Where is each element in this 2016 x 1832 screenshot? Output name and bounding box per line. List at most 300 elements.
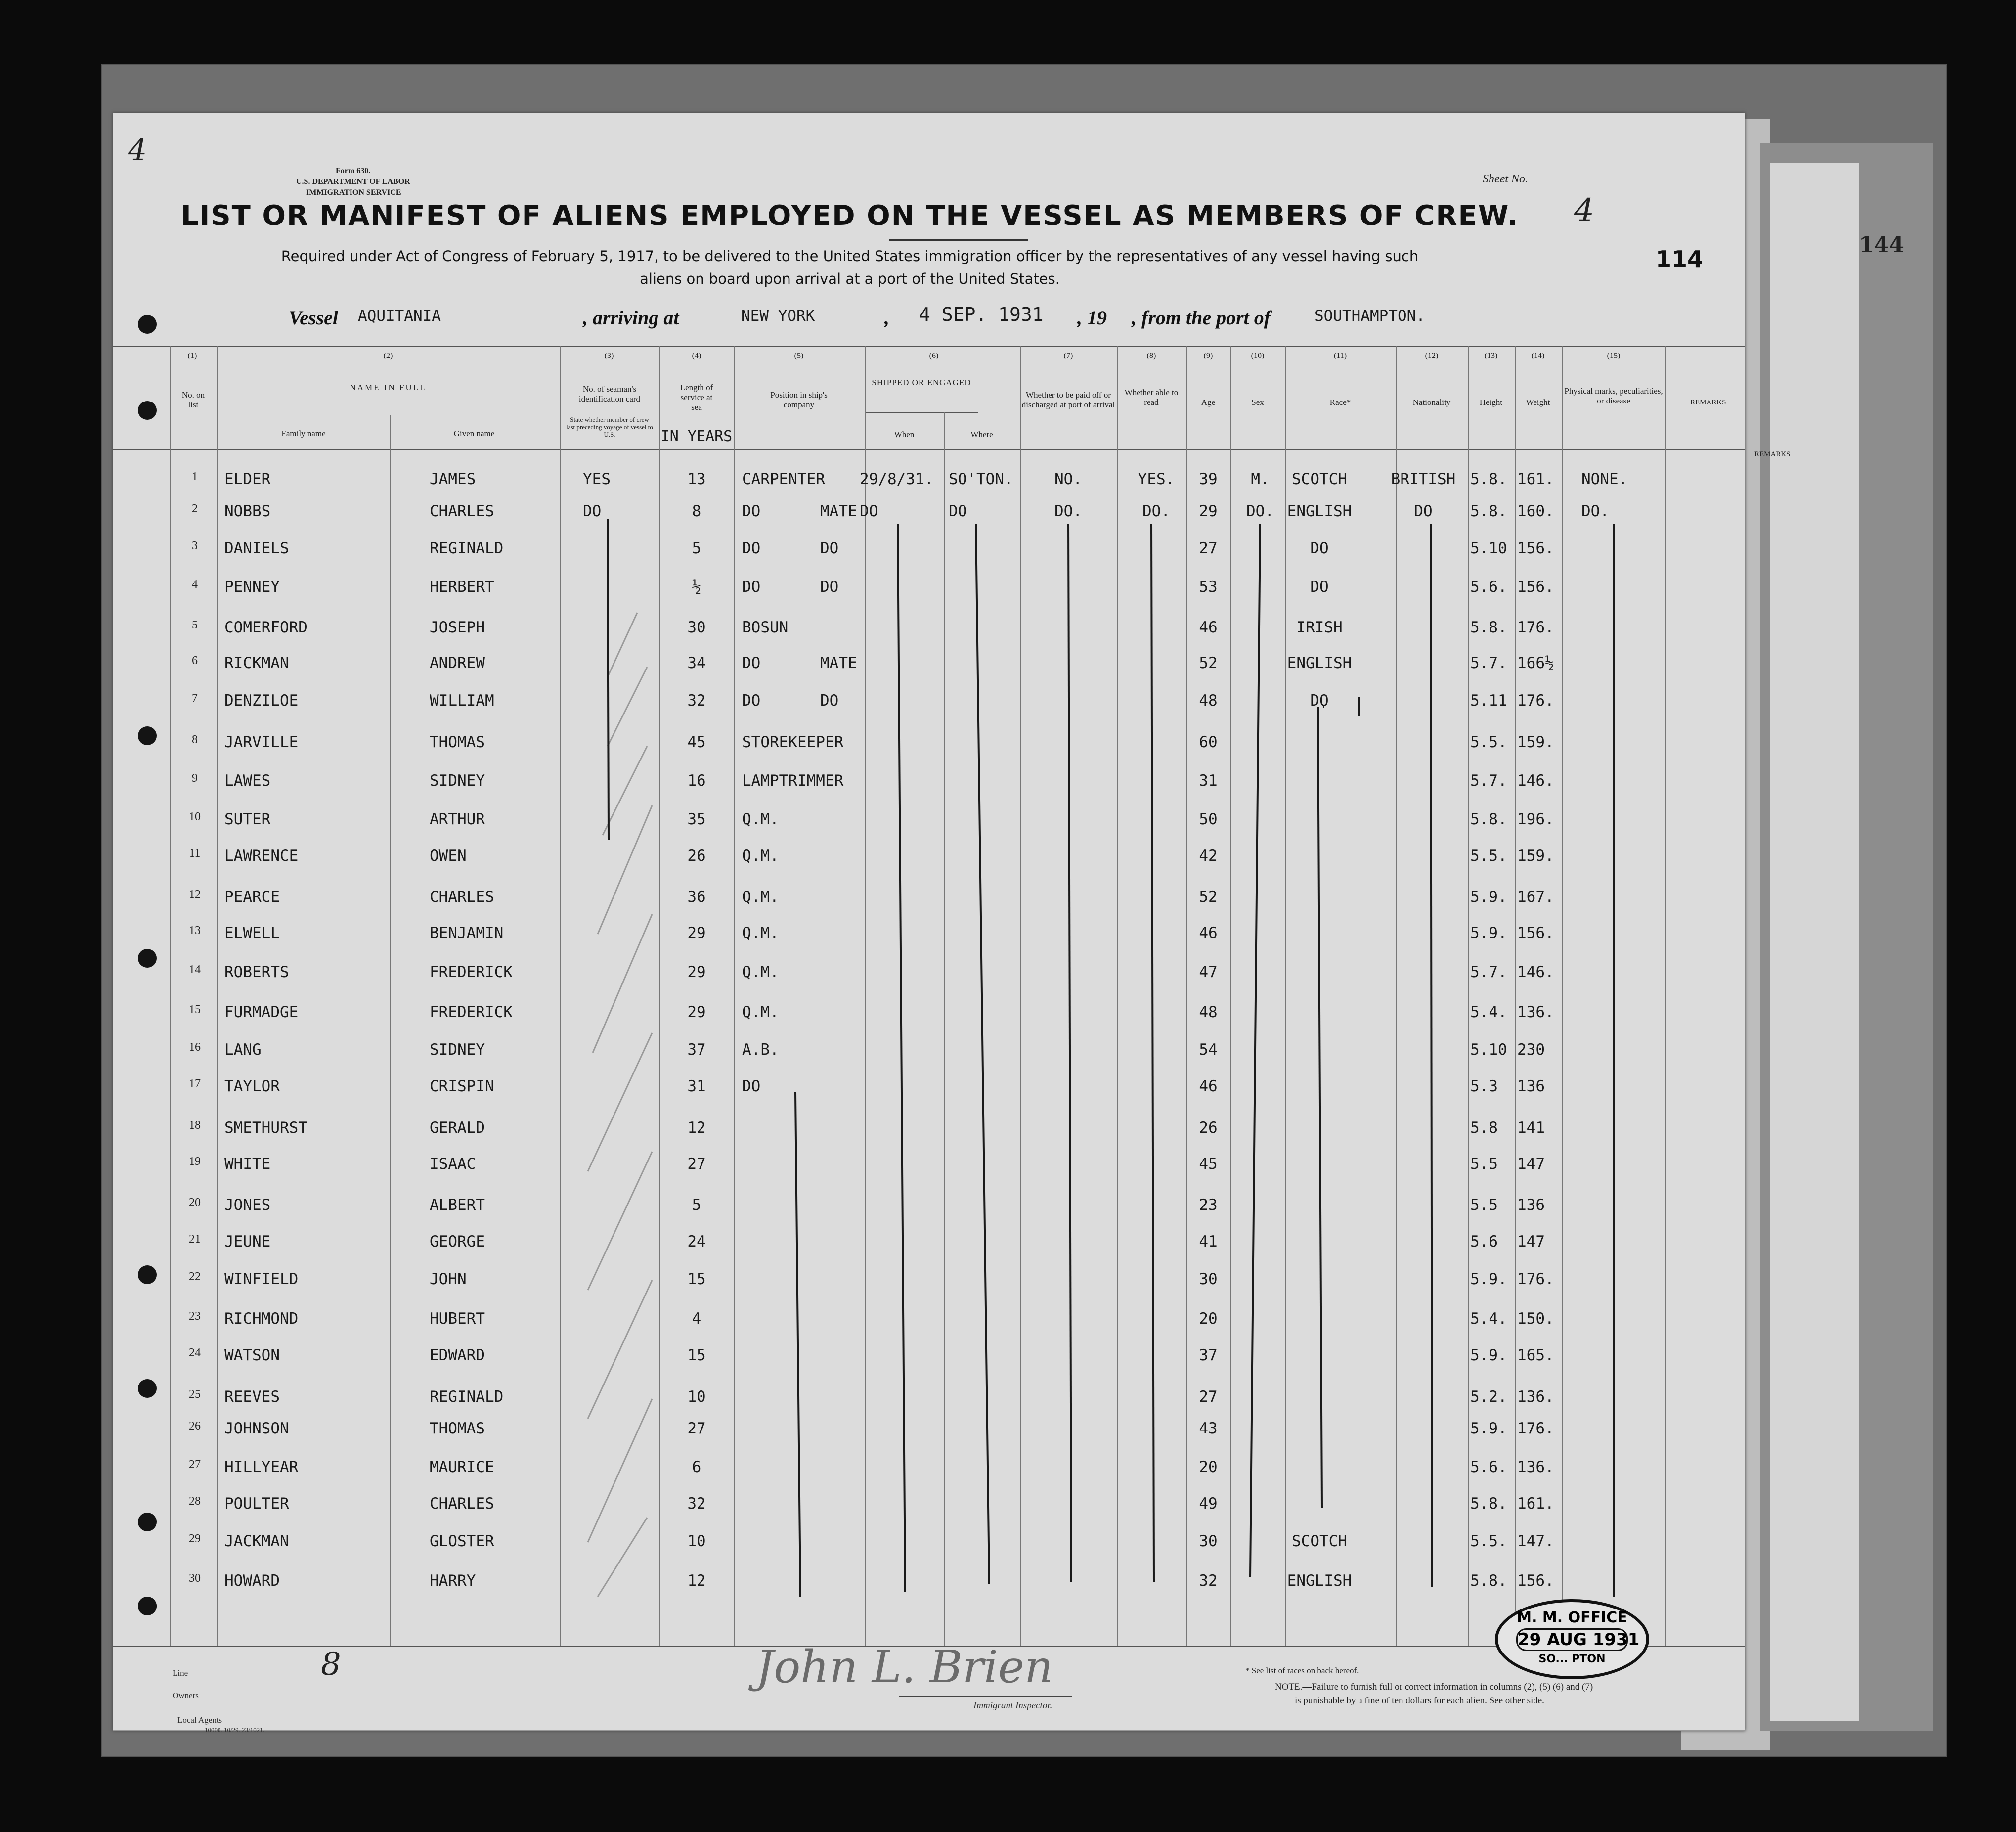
years-at-sea: 45 [687, 733, 706, 751]
col-header-where: Where [970, 430, 993, 439]
position: DO [742, 578, 761, 596]
col-num: (4) [692, 352, 701, 360]
previous-voyage: YES [583, 470, 611, 488]
weight: 176. [1517, 692, 1554, 710]
given-name: CHARLES [430, 888, 494, 906]
col-header-height: Height [1479, 398, 1503, 407]
col-header-length: Length of service at sea [680, 383, 713, 412]
age: 54 [1199, 1041, 1218, 1059]
family-name: ROBERTS [224, 963, 289, 981]
position: DO [742, 654, 761, 672]
col-header-read: Whether able to read [1124, 388, 1179, 407]
race: ENGLISH [1287, 1572, 1352, 1590]
col-num: (12) [1425, 352, 1439, 360]
height: 5.8 [1470, 1119, 1498, 1137]
given-name: GERALD [430, 1119, 485, 1137]
age: 32 [1199, 1572, 1218, 1590]
age: 27 [1199, 1388, 1218, 1406]
weight: 230 [1517, 1041, 1545, 1059]
col-num: (5) [794, 352, 804, 360]
position: STOREKEEPER [742, 733, 844, 751]
col-header-remarks-overlap: REMARKS [1754, 450, 1791, 458]
row-number: 29 [189, 1532, 201, 1545]
col-num: (15) [1607, 352, 1621, 360]
given-name: FREDERICK [430, 963, 513, 981]
age: 26 [1199, 1119, 1218, 1137]
position: Q.M. [742, 1003, 779, 1021]
col-header-weight: Weight [1526, 398, 1550, 407]
weight: 156. [1517, 539, 1554, 557]
shipped-where: DO [949, 502, 967, 520]
inspector-signature: John L. Brien [756, 1641, 1053, 1693]
col-num: (1) [187, 352, 197, 360]
weight: 160. [1517, 502, 1554, 520]
row-number: 23 [189, 1310, 201, 1323]
race: ENGLISH [1287, 502, 1352, 520]
col-header-name: NAME IN FULL [350, 383, 427, 392]
page-title: LIST OR MANIFEST OF ALIENS EMPLOYED ON THE VESSEL AS MEMBERS OF CREW. [180, 200, 1519, 232]
age: 42 [1199, 847, 1218, 865]
sex: M. [1251, 470, 1270, 488]
given-name: SIDNEY [430, 772, 485, 790]
row-number: 30 [189, 1572, 201, 1585]
age: 50 [1199, 810, 1218, 828]
col-num: (8) [1146, 352, 1156, 360]
weight: 167. [1517, 888, 1554, 906]
col-header-age: Age [1201, 398, 1216, 407]
weight: 136. [1517, 1003, 1554, 1021]
weight: 147 [1517, 1233, 1545, 1251]
family-name: LANG [224, 1041, 262, 1059]
family-name: NOBBS [224, 502, 271, 520]
given-name: THOMAS [430, 733, 485, 751]
family-name: SUTER [224, 810, 271, 828]
years-at-sea: 29 [687, 924, 706, 942]
height: 5.9. [1470, 924, 1507, 942]
col-header-paid-off: Whether to be paid off or discharged at port of arrival [1021, 390, 1115, 409]
family-name: PEARCE [224, 888, 280, 906]
years-at-sea: 15 [687, 1270, 706, 1288]
years-at-sea: ½ [692, 578, 701, 596]
given-name: OWEN [430, 847, 467, 865]
paid-off: NO. [1054, 470, 1082, 488]
height: 5.8. [1470, 470, 1507, 488]
given-name: REGINALD [430, 539, 504, 557]
vessel-name: AQUITANIA [358, 307, 441, 325]
weight: 147. [1517, 1532, 1554, 1550]
family-name: JARVILLE [224, 733, 299, 751]
col-num: (2) [383, 352, 393, 360]
annotation-strokes [113, 113, 1745, 1730]
family-name: POULTER [224, 1495, 289, 1513]
age: 20 [1199, 1310, 1218, 1328]
position-2: MATE [820, 502, 857, 520]
row-number: 4 [192, 578, 198, 591]
age: 49 [1199, 1495, 1218, 1513]
given-name: ANDREW [430, 654, 485, 672]
age: 46 [1199, 619, 1218, 636]
row-number: 15 [189, 1003, 201, 1016]
years-at-sea: 6 [692, 1458, 701, 1476]
height: 5.8. [1470, 1495, 1507, 1513]
given-name: HERBERT [430, 578, 494, 596]
col-num: (7) [1063, 352, 1073, 360]
weight: 136 [1517, 1196, 1545, 1214]
row-number: 22 [189, 1270, 201, 1283]
row-number: 20 [189, 1196, 201, 1209]
years-at-sea: 15 [687, 1346, 706, 1364]
age: 41 [1199, 1233, 1218, 1251]
years-at-sea: 12 [687, 1572, 706, 1590]
subtitle-line1: Required under Act of Congress of February 5, 1917, to be delivered to the United States immigration officer by the representatives of any vessel having such [281, 248, 1419, 265]
row-number: 25 [189, 1388, 201, 1401]
col-num: (3) [604, 352, 614, 360]
sheet-no-label: Sheet No. [1483, 173, 1528, 185]
row-number: 24 [189, 1346, 201, 1359]
position: Q.M. [742, 888, 779, 906]
paid-off: DO. [1054, 502, 1082, 520]
years-at-sea: 34 [687, 654, 706, 672]
years-at-sea: 10 [687, 1388, 706, 1406]
years-at-sea: 4 [692, 1310, 701, 1328]
years-at-sea: 24 [687, 1233, 706, 1251]
row-number: 12 [189, 888, 201, 901]
col-num: (13) [1484, 352, 1498, 360]
row-number: 9 [192, 772, 198, 785]
given-name: ARTHUR [430, 810, 485, 828]
col-num: (14) [1531, 352, 1545, 360]
signature-rule [899, 1696, 1072, 1697]
height: 5.3 [1470, 1077, 1498, 1095]
manifest-page [113, 113, 1791, 1734]
col-header-no: No. on list [181, 390, 205, 409]
row-number: 5 [192, 619, 198, 631]
height: 5.4. [1470, 1003, 1507, 1021]
family-name: TAYLOR [224, 1077, 280, 1095]
weight: 146. [1517, 963, 1554, 981]
row-number: 19 [189, 1155, 201, 1168]
height: 5.7. [1470, 963, 1507, 981]
stamp-date: 29 AUG 1931 [1516, 1628, 1628, 1651]
position-2: DO [820, 578, 839, 596]
page-mark: 4 [128, 133, 147, 168]
col-header-sex: Sex [1251, 398, 1264, 407]
weight: 161. [1517, 1495, 1554, 1513]
department-label: U.S. DEPARTMENT OF LABOR [296, 178, 410, 186]
age: 60 [1199, 733, 1218, 751]
col-header-seaman-card: No. of seaman's identification card [578, 384, 641, 403]
col-header-previous-voyage: State whether member of crew last preceding voyage of vessel to U.S. [566, 416, 653, 438]
height: 5.8. [1470, 810, 1507, 828]
given-name: CHARLES [430, 1495, 494, 1513]
family-name: PENNEY [224, 578, 280, 596]
col-header-physical: Physical marks, peculiarities, or disease [1564, 386, 1663, 405]
family-name: HOWARD [224, 1572, 280, 1590]
weight: 150. [1517, 1310, 1554, 1328]
from-port: SOUTHAMPTON. [1315, 307, 1425, 325]
year-label: , 19 [1077, 307, 1107, 329]
years-at-sea: 36 [687, 888, 706, 906]
age: 23 [1199, 1196, 1218, 1214]
physical-marks: DO. [1581, 502, 1609, 520]
height: 5.10 [1470, 539, 1507, 557]
arriving-label: , arriving at [583, 307, 679, 329]
family-name: WHITE [224, 1155, 271, 1173]
able-to-read: DO. [1142, 502, 1170, 520]
height: 5.2. [1470, 1388, 1507, 1406]
years-at-sea: 16 [687, 772, 706, 790]
age: 30 [1199, 1270, 1218, 1288]
print-code: 10000. 10/29. 23/1021. [205, 1726, 264, 1734]
family-name: WATSON [224, 1346, 280, 1364]
row-number: 26 [189, 1420, 201, 1432]
weight: 159. [1517, 847, 1554, 865]
race: DO [1310, 539, 1329, 557]
given-name: FREDERICK [430, 1003, 513, 1021]
position: Q.M. [742, 810, 779, 828]
weight: 159. [1517, 733, 1554, 751]
years-at-sea: 29 [687, 963, 706, 981]
age: 48 [1199, 692, 1218, 710]
row-number: 18 [189, 1119, 201, 1132]
able-to-read: YES. [1138, 470, 1175, 488]
family-name: JONES [224, 1196, 271, 1214]
family-name: SMETHURST [224, 1119, 307, 1137]
age: 29 [1199, 502, 1218, 520]
family-name: FURMADGE [224, 1003, 299, 1021]
row-number: 13 [189, 924, 201, 937]
col-header-remarks: REMARKS [1690, 399, 1726, 406]
family-name: HILLYEAR [224, 1458, 299, 1476]
col-header-race: Race* [1329, 398, 1351, 407]
row-number: 6 [192, 654, 198, 667]
height: 5.5 [1470, 1155, 1498, 1173]
years-at-sea: 12 [687, 1119, 706, 1137]
height: 5.6. [1470, 1458, 1507, 1476]
sex: DO. [1246, 502, 1274, 520]
years-at-sea: 32 [687, 1495, 706, 1513]
position-2: MATE [820, 654, 857, 672]
years-at-sea: 26 [687, 847, 706, 865]
given-name: JOSEPH [430, 619, 485, 636]
col-header-nationality: Nationality [1412, 398, 1451, 407]
footer-owners-label: Owners [173, 1691, 199, 1700]
height: 5.6. [1470, 578, 1507, 596]
height: 5.7. [1470, 772, 1507, 790]
race: DO [1310, 578, 1329, 596]
row-number: 7 [192, 692, 198, 705]
given-name: EDWARD [430, 1346, 485, 1364]
physical-marks: NONE. [1581, 470, 1628, 488]
shipped-when: 29/8/31. [860, 470, 934, 488]
age: 45 [1199, 1155, 1218, 1173]
years-at-sea: 31 [687, 1077, 706, 1095]
service-label: IMMIGRATION SERVICE [306, 188, 401, 197]
footer-agents-label: Local Agents [177, 1715, 222, 1725]
previous-voyage: DO [583, 502, 602, 520]
height: 5.5. [1470, 1532, 1507, 1550]
back-sheet [1770, 163, 1859, 1721]
position: LAMPTRIMMER [742, 772, 844, 790]
years-at-sea: 30 [687, 619, 706, 636]
age: 27 [1199, 539, 1218, 557]
given-name: CRISPIN [430, 1077, 494, 1095]
penalty-note-1: NOTE.—Failure to furnish full or correct information in columns (2), (5) (6) and (7) [1275, 1682, 1593, 1692]
position: DO [742, 502, 761, 520]
row-number: 8 [192, 733, 198, 746]
form-number: Form 630. [336, 167, 371, 175]
col-num: (11) [1333, 352, 1347, 360]
title-mark: 4 [1574, 192, 1594, 229]
height: 5.10 [1470, 1041, 1507, 1059]
footer-line-label: Line [173, 1668, 188, 1678]
years-at-sea: 10 [687, 1532, 706, 1550]
race: ENGLISH [1287, 654, 1352, 672]
given-name: THOMAS [430, 1420, 485, 1437]
weight: 156. [1517, 924, 1554, 942]
given-name: WILLIAM [430, 692, 494, 710]
years-at-sea: 37 [687, 1041, 706, 1059]
position: Q.M. [742, 924, 779, 942]
position: CARPENTER [742, 470, 825, 488]
stamp-port: SO... PTON [1538, 1653, 1606, 1665]
height: 5.8. [1470, 502, 1507, 520]
given-name: GEORGE [430, 1233, 485, 1251]
position: DO [742, 692, 761, 710]
given-name: MAURICE [430, 1458, 494, 1476]
shipped-when: DO [860, 502, 878, 520]
years-at-sea: 29 [687, 1003, 706, 1021]
races-note: * See list of races on back hereof. [1245, 1666, 1359, 1675]
age: 47 [1199, 963, 1218, 981]
penalty-note-2: is punishable by a fine of ten dollars for each alien. See other side. [1295, 1696, 1544, 1706]
inspector-label: Immigrant Inspector. [973, 1700, 1052, 1711]
age: 53 [1199, 578, 1218, 596]
family-name: LAWRENCE [224, 847, 299, 865]
given-name: CHARLES [430, 502, 494, 520]
from-port-label: , from the port of [1132, 307, 1271, 329]
weight: 141 [1517, 1119, 1545, 1137]
years-at-sea: 5 [692, 1196, 701, 1214]
position: DO [742, 1077, 761, 1095]
position: DO [742, 539, 761, 557]
row-number: 10 [189, 810, 201, 823]
position-2: DO [820, 692, 839, 710]
col-header-family: Family name [281, 429, 326, 438]
given-name: HARRY [430, 1572, 476, 1590]
height: 5.6 [1470, 1233, 1498, 1251]
footer-mark: 8 [321, 1646, 341, 1683]
outer-sheet-number: 144 [1859, 232, 1904, 258]
years-at-sea: 32 [687, 692, 706, 710]
family-name: JEUNE [224, 1233, 271, 1251]
sheet-number: 114 [1656, 246, 1704, 272]
given-name: ALBERT [430, 1196, 485, 1214]
family-name: RICKMAN [224, 654, 289, 672]
position-2: DO [820, 539, 839, 557]
row-number: 2 [192, 502, 198, 515]
comma: , [884, 307, 889, 329]
family-name: DANIELS [224, 539, 289, 557]
row-number: 3 [192, 539, 198, 552]
age: 46 [1199, 924, 1218, 942]
position: A.B. [742, 1041, 779, 1059]
office-stamp [1495, 1599, 1649, 1679]
family-name: JACKMAN [224, 1532, 289, 1550]
col-header-when: When [894, 430, 915, 439]
height: 5.8. [1470, 1572, 1507, 1590]
height: 5.7. [1470, 654, 1507, 672]
nationality: BRITISH [1391, 470, 1456, 488]
height: 5.11 [1470, 692, 1507, 710]
age: 39 [1199, 470, 1218, 488]
weight: 156. [1517, 1572, 1554, 1590]
weight: 147 [1517, 1155, 1545, 1173]
col-num: (6) [929, 352, 939, 360]
col-num: (9) [1203, 352, 1213, 360]
family-name: DENZILOE [224, 692, 299, 710]
race: DO [1310, 692, 1329, 710]
row-number: 21 [189, 1233, 201, 1246]
years-at-sea: 13 [687, 470, 706, 488]
age: 46 [1199, 1077, 1218, 1095]
position: BOSUN [742, 619, 789, 636]
height: 5.9. [1470, 888, 1507, 906]
row-number: 17 [189, 1077, 201, 1090]
age: 30 [1199, 1532, 1218, 1550]
weight: 166½ [1517, 654, 1554, 672]
weight: 165. [1517, 1346, 1554, 1364]
weight: 136 [1517, 1077, 1545, 1095]
given-name: GLOSTER [430, 1532, 494, 1550]
family-name: JOHNSON [224, 1420, 289, 1437]
age: 48 [1199, 1003, 1218, 1021]
row-number: 1 [192, 470, 198, 483]
given-name: BENJAMIN [430, 924, 504, 942]
shipped-where: SO'TON. [949, 470, 1013, 488]
arrival-date: 4 SEP. 1931 [919, 304, 1044, 325]
given-name: ISAAC [430, 1155, 476, 1173]
weight: 146. [1517, 772, 1554, 790]
col-header-given: Given name [453, 429, 495, 438]
family-name: COMERFORD [224, 619, 307, 636]
weight: 136. [1517, 1388, 1554, 1406]
weight: 136. [1517, 1458, 1554, 1476]
weight: 196. [1517, 810, 1554, 828]
age: 37 [1199, 1346, 1218, 1364]
age: 52 [1199, 654, 1218, 672]
age: 31 [1199, 772, 1218, 790]
height: 5.5. [1470, 847, 1507, 865]
height: 5.9. [1470, 1346, 1507, 1364]
family-name: RICHMOND [224, 1310, 299, 1328]
row-number: 14 [189, 963, 201, 976]
years-at-sea: 8 [692, 502, 701, 520]
weight: 176. [1517, 1270, 1554, 1288]
family-name: LAWES [224, 772, 271, 790]
position: Q.M. [742, 847, 779, 865]
height: 5.9. [1470, 1270, 1507, 1288]
family-name: ELWELL [224, 924, 280, 942]
years-at-sea: 27 [687, 1420, 706, 1437]
age: 52 [1199, 888, 1218, 906]
arriving-port: NEW YORK [741, 307, 815, 325]
stamp-office: M. M. OFFICE [1517, 1609, 1627, 1626]
height: 5.4. [1470, 1310, 1507, 1328]
race: SCOTCH [1292, 1532, 1347, 1550]
nationality: DO [1414, 502, 1433, 520]
family-name: ELDER [224, 470, 271, 488]
